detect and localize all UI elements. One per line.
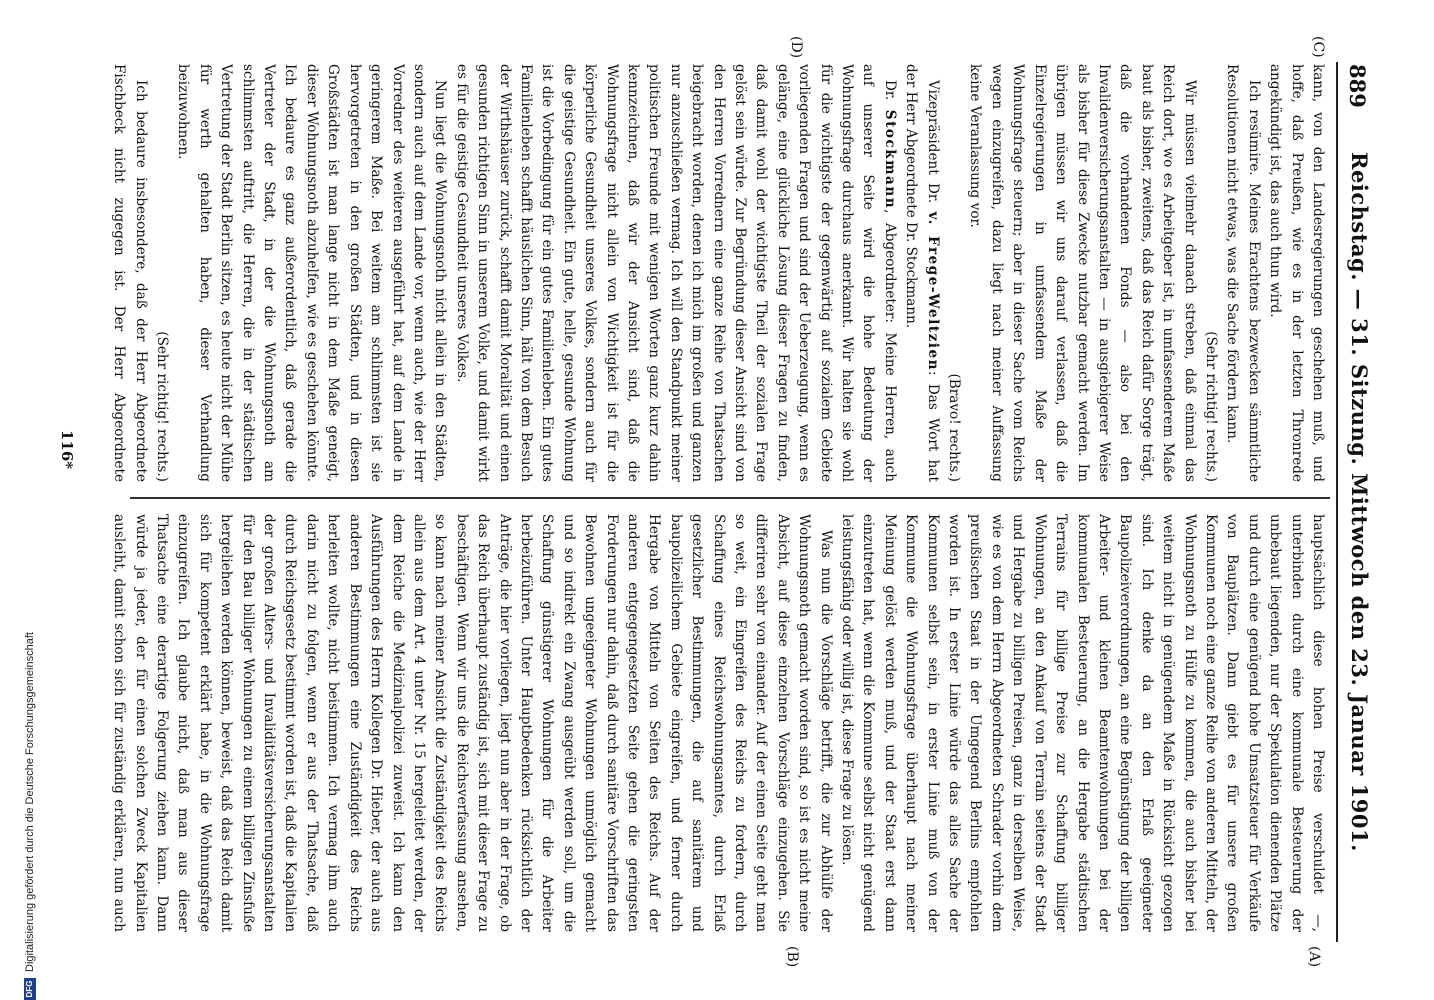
paragraph: kann, von den Landesregierungen geschehen muß, und hoffe, daß Preußen, wie es in der letzten Thronrede angekündigt ist, das auch thun wird. bbox=[1267, 64, 1326, 482]
speaker-prefix: Dr. bbox=[881, 80, 898, 101]
paragraph: Nun liegt die Wohnungsnoth nicht allein in den Städten, sondern auch auf dem Lande vor, wenn auch, wie der Herr Vorredner des weiteren ausgeführt hat, auf dem Lande in geringerem Maße. Bei weitem am schlimmsten ist sie hervorgetreten in den großen Städten, und in diesen Großstädten ist man lange nicht in dem Maße geneigt, dieser Wohnungsnoth abzuhelfen, wie es geschehen könnte. Ich bedaure es ganz außerordentlich, daß gerade die Vertreter der Stadt, in der die Wohnungsnoth am schlimmsten auftritt, die Herren, die in der städtischen Vertretung der Stadt Berlin sitzen, es heute nicht der Mühe für werth gehalten haben, dieser Verhandlung beizuwohnen. bbox=[175, 64, 449, 482]
applause-note: (Sehr richtig! rechts.) bbox=[1202, 331, 1219, 482]
speaker-name: Stockmann bbox=[881, 109, 898, 210]
running-title: Reichstag. — 31. Sitzung. Mittwoch den 23. Januar 1901. bbox=[1347, 152, 1372, 852]
paragraph: Ich bedaure insbesondere, daß der Herr Abgeordnete Fischbeck nicht zugegen ist. Der Herr Abgeordnete bbox=[111, 64, 149, 482]
paragraph: Wir müssen vielmehr danach streben, daß einmal das Reich dort, wo es Arbeitgeber ist, in umfassenderem Maße baut als bisher, zweitens, daß das Reich dafür Sorge trägt, daß die vorhandenen Fonds — also bei den Invalidenversicherungsanstalten — in ausgiebigerer Weise als bisher für diese Zwecke nutzbar gemacht werden. Im übrigen müssen wir uns darauf verlassen, daß die Einzelregierungen in umfassendem Maße der Wohnungsfrage steuern; aber in dieser Sache vom Reichs wegen einzugreifen, dazu liegt nach meiner Auffassung keine Veranlassung vor. bbox=[967, 64, 1198, 482]
speaker-text: : Das Wort hat der Herr Abgeordnete Dr. Stockmann. bbox=[903, 64, 941, 482]
speaker-prefix: Vizepräsident Dr. bbox=[924, 80, 941, 204]
speaker-paragraph bbox=[450, 64, 900, 482]
applause-note: (Bravo! rechts.) bbox=[946, 373, 963, 482]
speaker-paragraph bbox=[900, 64, 943, 482]
page-header bbox=[1340, 64, 1374, 940]
digitization-credit-band bbox=[0, 0, 36, 1000]
signature-mark: 116* bbox=[58, 430, 76, 470]
dfg-logo-icon: DFG bbox=[24, 978, 36, 1000]
left-column bbox=[108, 64, 1328, 482]
header-rule bbox=[1336, 62, 1338, 942]
paragraph: hauptsächlich diese hohen Preise verschuldet —, unterbinden durch eine kommunale Besteuerung der unbebaut liegenden, nur der Spekulation dienenden Plätze und durch eine genügend hohe Umsatzsteuer für Verkäufe von Bauplätzen. Dann giebt es für unsere großen Kommunen noch eine ganze Reihe von anderen Mitteln, der Wohnungsnoth zu Hülfe zu kommen, die auch bisher bei weitem nicht in genügendem Maße in Rücksicht gezogen sind. Ich denke da an den Erlaß geeigneter Baupolizeiverordnungen, an eine Begünstigung der billigen Arbeiter- und kleinen Beamtenwohnungen bei der kommunalen Besteuerung, an die Hergabe städtischen Terrains für billige Preise zur Schaffung billiger Wohnungen, an den Ankauf von Terrain seitens der Stadt und Hergabe zu billigen Preisen, ganz in derselben Weise, wie es von dem Herrn Abgeordneten Schrader vorhin dem preußischen Staat in der Umgegend Berlins empfohlen worden ist. In erster Linie würde das alles Sache der Kommunen selbst sein, in erster Linie muß von der Kommune die Wohnungsfrage überhaupt nach meiner Meinung gelöst werden muß, und der Staat erst dann einzutreten hat, wenn die Kommune selbst nicht genügend leistungsfähig oder willig ist, diese Frage zu lösen. bbox=[839, 514, 1326, 932]
right-column bbox=[108, 514, 1328, 932]
margin-letter-b: (B) bbox=[784, 946, 800, 968]
column-divider bbox=[130, 497, 1330, 499]
applause-note: (Sehr richtig! rechts.) bbox=[154, 331, 171, 482]
margin-letter-c: (C) bbox=[1310, 36, 1326, 58]
paragraph: Was nun die Vorschläge betrifft, die zur Abhülfe der Wohnungsnoth gemacht worden sind, so ist es nicht meine Absicht, auf diese einzelnen Vorschläge einzugehen. Sie differiren sehr von einander. Auf der einen Seite geht man so weit, ein Eingreifen des Reichs zu fordern, durch Schaffung eines Reichswohnungsamtes, durch Erlaß gesetzlicher Bestimmungen, die auf sanitärem und baupolizeilichem Gebiete eingreifen, und ferner durch Hergabe von Mitteln von Seiten des Reichs. Auf der anderen entgegengesetzten Seite gehen die geringsten Forderungen nur dahin, daß durch sanitäre Vorschriften das Bewohnen ungeeigneter Wohnungen unmöglich gemacht und so indirekt ein Zwang ausgeübt werden soll, um die Schaffung günstigerer Wohnungen für die Arbeiter herbeizuführen. Unter Hauptbedenken rücksichtlich der Anträge, die hier vorliegen, liegt nun aber in der Frage, ob das Reich überhaupt zuständig ist, sich mit dieser Frage zu beschäftigen. Wenn wir uns die Reichsverfassung ansehen, so kann nach meiner Ansicht die Zuständigkeit des Reichs allein aus dem Art. 4 unter Nr. 15 hergeleitet werden, der dem Reiche die Medizinalpolizei zuweist. Ich kann den Ausführungen des Herrn Kollegen Dr. Hieber, der auch aus anderen Bestimmungen eine Zuständigkeit des Reichs herleiten wollte, nicht beistimmen. Ich vermag ihm auch darin nicht zu folgen, wenn er aus der Thatsache, daß durch Reichsgesetz bestimmt worden ist, daß die Kapitalien der großen Alters- und Invaliditätsversicherungsanstalten für den Bau billiger Wohnungen zu einem billigen Zinsfuße hergeliehen werden können, beweist, daß das Reich damit sich für kompetent erklärt habe, in die Wohnungsfrage einzugreifen. Ich glaube nicht, daß man aus dieser Thatsache eine derartige Folgerung ziehen kann. Dann würde ja jeder, der für einen solchen Zweck Kapitalien ausleiht, damit schon sich für zuständig erklären, nun auch bbox=[111, 514, 834, 932]
margin-letter-a: (A) bbox=[1306, 946, 1322, 968]
paragraph: Ich resümire. Meines Erachtens bezwecken sämmtliche Resolutionen nicht etwas, was die Sache fördern kann. bbox=[1224, 64, 1262, 482]
digitization-credit: Digitalisierung gefördert durch die Deutsche Forschungsgemeinschaft bbox=[24, 632, 36, 972]
speaker-name: v. Frege-Weltzien bbox=[924, 211, 941, 371]
page-number: 889 bbox=[1345, 64, 1370, 108]
speaker-text: , Abgeordneter: Meine Herren, auch auf unserer Seite wird die hohe Bedeutung der Wohnungsfrage durchaus anerkannt. Wir halten sie wohl für die wichtigste der gegenwärtig auf sozialem Gebiete vorliegenden Fragen und sind der Ueberzeugung, wenn es gelänge, eine glückliche Lösung dieser Fragen zu finden, daß damit wohl der wichtigste Theil der sozialen Frage gelöst sein würde. Zur Begründung dieser Ansicht sind von den Herren Vorrednern eine ganze Reihe von Thatsachen beigebracht worden, denen ich mich im großen und ganzen nur anzuschließen vermag. Ich will den Standpunkt meiner politischen Freunde mit wenigen Worten ganz kurz dahin kennzeichnen, daß wir der Ansicht sind, daß die Wohnungsfrage nicht allein von Wichtigkeit ist für die körperliche Gesundheit unseres Volkes, sondern auch für die geistige Gesundheit. Ein gute, helle, gesunde Wohnung ist die Vorbedingung für ein gutes Familienleben. Ein gutes Familienleben schafft häuslichen Sinn, hält von dem Besuch der Wirthshäuser zurück, schafft damit Moralität und einen gesunden richtigen Sinn in unserem Volke, und damit wirkt es für die geistige Gesundheit unseres Volkes. bbox=[453, 64, 898, 482]
margin-letter-d: (D) bbox=[788, 36, 804, 59]
